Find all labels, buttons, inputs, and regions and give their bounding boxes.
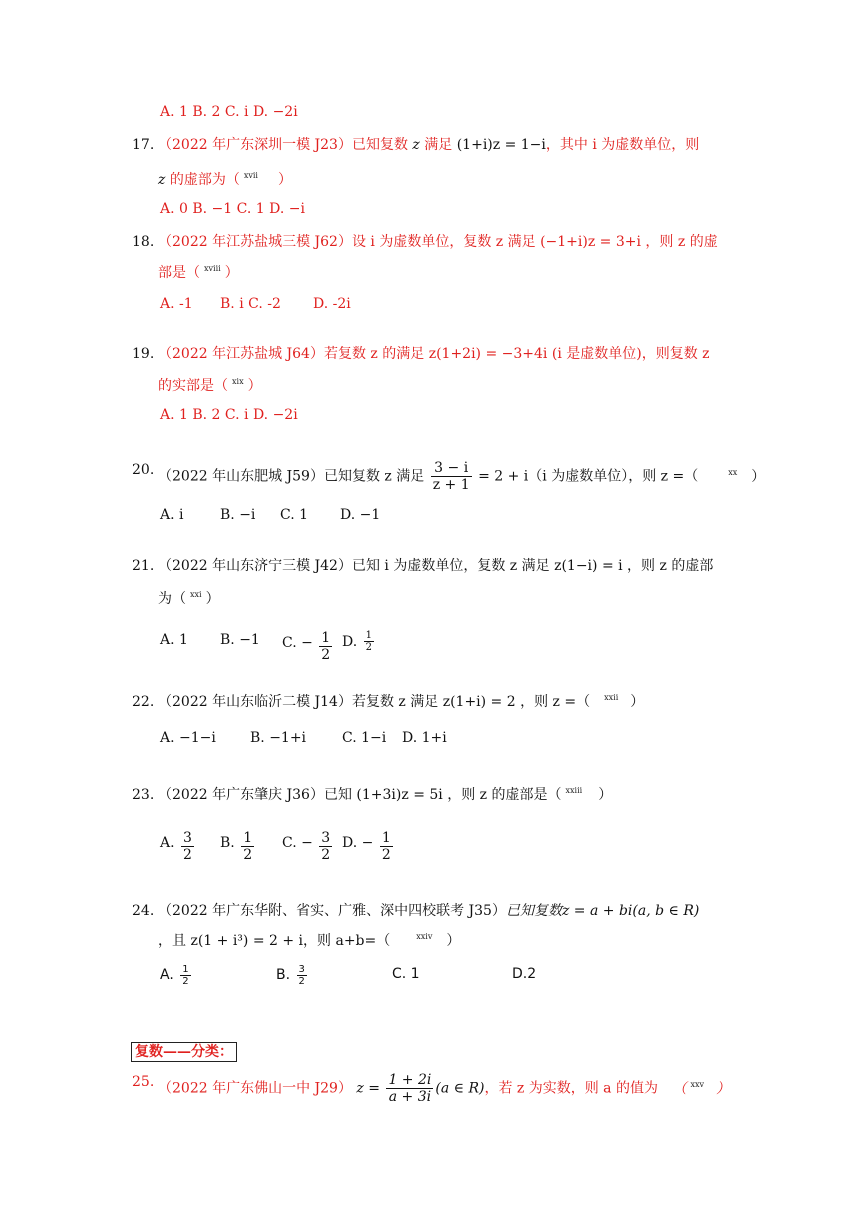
q25-condition: (a ∈ R) (435, 1080, 485, 1097)
q17-equation: (1+i)z = 1−i (456, 137, 546, 153)
q24-number: 24. (132, 903, 155, 919)
q25-stem: ，若 z 为实数，则 a 的值为 (484, 1080, 658, 1097)
q17-line2-text: 的虚部为（ (165, 172, 240, 188)
q18-option-a: A. -1 (160, 296, 193, 312)
q24-a-den: 2 (182, 976, 189, 987)
q25-numerator: 1 + 2i (388, 1072, 432, 1088)
q21-option-c (282, 630, 334, 663)
q21-stem: 已知 i 为虚数单位，复数 z 满足 z(1−i) = i ，则 z 的虚部 (351, 558, 714, 574)
q23-b-den: 2 (243, 847, 253, 863)
q19-line2-text: 的实部是（ (158, 378, 228, 394)
q23-a-num: 3 (183, 830, 192, 846)
q17-stem (158, 135, 699, 155)
q20-denominator: z + 1 (432, 477, 470, 493)
q22-option-b: B. −1+i (250, 730, 307, 746)
q19-options-text: A. 1 B. 2 C. i D. −2i (160, 407, 298, 423)
q24-option-a-label: A. (160, 967, 174, 983)
q21-number: 21. (132, 558, 155, 574)
q17-footnote-ref: xvii (243, 171, 258, 180)
q17-stem-part3: ，其中 i 为虚数单位，则 (545, 137, 700, 153)
q18-source: （2022 年江苏盐城三模 J62） (158, 234, 352, 250)
q24-line2-text: ，且 z(1 + i³) = 2 + i，则 a+b=（ (158, 933, 391, 949)
q23-c-den: 2 (321, 847, 331, 863)
q25-footnote-ref: xxv (690, 1079, 704, 1089)
q22-stem: 若复数 z 满足 z(1+i) = 2 ，则 z =（ (351, 694, 591, 710)
q18-option-bc: B. i C. -2 (220, 296, 281, 312)
q23-b-num: 1 (243, 830, 253, 846)
q22-number: 22. (132, 694, 155, 710)
q21-d-num: 1 (365, 630, 373, 641)
q21-option-d-label: D. (342, 634, 358, 650)
q23-option-b (220, 830, 256, 863)
q21-d-den: 2 (365, 642, 373, 653)
q20-option-a: A. i (160, 507, 184, 523)
q18-footnote-ref: xviii (204, 264, 221, 273)
q23-d-num: 1 (381, 830, 391, 846)
q18-number: 18. (132, 234, 155, 250)
q21-option-b: B. −1 (220, 632, 260, 648)
q20-close: ） (751, 468, 766, 485)
q23-option-b-label: B. (220, 835, 235, 851)
q23-option-d-label: D. − (342, 835, 374, 851)
q20-source: （2022 年山东肥城 J59） (158, 468, 324, 485)
q21-c-num: 1 (321, 630, 331, 646)
q17-number: 17. (132, 137, 155, 153)
q20-stem-part2: = 2 + i（i 为虚数单位），则 z =（ (478, 468, 699, 485)
q19-footnote-ref: xix (232, 377, 244, 386)
q23-c-fraction (319, 830, 332, 863)
q21-option-c-label: C. − (282, 635, 313, 651)
q21-source: （2022 年山东济宁三模 J42） (158, 558, 352, 574)
q23-number: 23. (132, 787, 155, 803)
q19-number: 19. (132, 346, 155, 362)
q21-footnote-ref: xxi (190, 590, 202, 599)
q24-b-den: 2 (298, 976, 305, 987)
q24-stem: 已知复数z = a + bi(a, b ∈ R) (505, 903, 700, 919)
q23-d-fraction (380, 830, 393, 863)
q25-close: ） (715, 1080, 730, 1097)
q23-footnote-ref: xxiii (565, 786, 583, 795)
q18-option-d: D. -2i (313, 296, 351, 312)
q22-option-a: A. −1−i (160, 730, 216, 746)
q17-close: ） (278, 172, 292, 188)
q24-b-num: 3 (298, 964, 305, 975)
q23-option-c (282, 830, 334, 863)
q25-number: 25. (132, 1074, 155, 1090)
q19-close: ） (247, 378, 262, 394)
q23-b-fraction (241, 830, 254, 863)
q20-number: 20. (132, 462, 155, 478)
q20-numerator: 3 − i (431, 460, 472, 477)
section-heading: 复数——分类： (131, 1042, 237, 1062)
q23-option-d (342, 830, 395, 863)
q23-d-den: 2 (381, 847, 391, 863)
q24-close: ） (446, 933, 461, 949)
q22-option-d: D. 1+i (402, 730, 447, 746)
q23-option-c-label: C. − (282, 835, 313, 851)
q22-source: （2022 年山东临沂二模 J14） (158, 694, 352, 710)
q19-source: （2022 年江苏盐城 J64） (158, 346, 324, 362)
q17-options-text: A. 0 B. −1 C. 1 D. −i (160, 201, 305, 217)
q19-stem: 若复数 z 的满足 z(1+2i) = −3+4i (i 是虚数单位)，则复数 z (323, 346, 710, 362)
q21-c-den: 2 (321, 647, 331, 663)
q20-footnote-ref: xx (728, 467, 738, 477)
q17-stem-part2: 满足 (424, 137, 453, 153)
q21-option-c-fraction (319, 630, 332, 663)
q18-stem: 设 i 为虚数单位，复数 z 满足 (−1+i)z = 3+i ，则 z 的虚 (351, 234, 718, 250)
q23-a-den: 2 (183, 847, 192, 863)
q18-line2-text: 部是（ (158, 265, 200, 281)
q20-stem-part1: 已知复数 z 满足 (323, 468, 425, 485)
q16-options-text: A. 1 B. 2 C. i D. −2i (160, 104, 298, 120)
q17-source: （2022 年广东深圳一模 J23） (158, 137, 352, 153)
q21-option-a: A. 1 (160, 632, 188, 648)
q24-option-b (276, 964, 309, 987)
q25-fraction (386, 1072, 433, 1105)
q24-option-a (160, 964, 193, 987)
q22-option-c: C. 1−i (342, 730, 387, 746)
q24-source: （2022 年广东华附、省实、广雅、深中四校联考 J35） (158, 903, 506, 919)
q21-close: ） (205, 591, 220, 607)
q24-option-d: D.2 (512, 966, 537, 982)
q21-option-d-fraction (364, 630, 374, 653)
q25-denominator: a + 3i (388, 1089, 432, 1105)
q23-source: （2022 年广东肇庆 J36） (158, 787, 324, 803)
q24-a-num: 1 (182, 964, 189, 975)
q25-open: （ (672, 1080, 687, 1097)
q21-line2-text: 为（ (158, 591, 186, 607)
q23-option-a-label: A. (160, 835, 175, 851)
q24-option-b-label: B. (276, 967, 291, 983)
q18-close: ） (224, 265, 239, 281)
q24-footnote-ref: xxiv (416, 932, 433, 941)
q23-c-num: 3 (321, 830, 331, 846)
q17-stem-part1: 已知复数 (351, 137, 408, 153)
q25-z-eq: z = (356, 1080, 380, 1097)
q24-a-fraction (180, 964, 190, 987)
q17-z: z (412, 137, 420, 153)
q22-footnote-ref: xxii (604, 693, 619, 702)
q23-option-a (160, 830, 196, 863)
q20-fraction (431, 460, 472, 493)
q17-z-2: z (158, 172, 166, 188)
q20-option-b: B. −i (220, 507, 256, 523)
q24-b-fraction (297, 964, 307, 987)
q23-close: ） (598, 787, 613, 803)
q23-stem: 已知 (1+3i)z = 5i ，则 z 的虚部是（ (323, 787, 562, 803)
q24-option-c: C. 1 (392, 966, 420, 982)
q20-option-c: C. 1 (280, 507, 309, 523)
q22-close: ） (630, 694, 645, 710)
q20-option-d: D. −1 (340, 507, 381, 523)
q21-option-d (342, 630, 376, 653)
q25-source: （2022 年广东佛山一中 J29） (158, 1080, 352, 1097)
q23-a-fraction (181, 830, 194, 863)
